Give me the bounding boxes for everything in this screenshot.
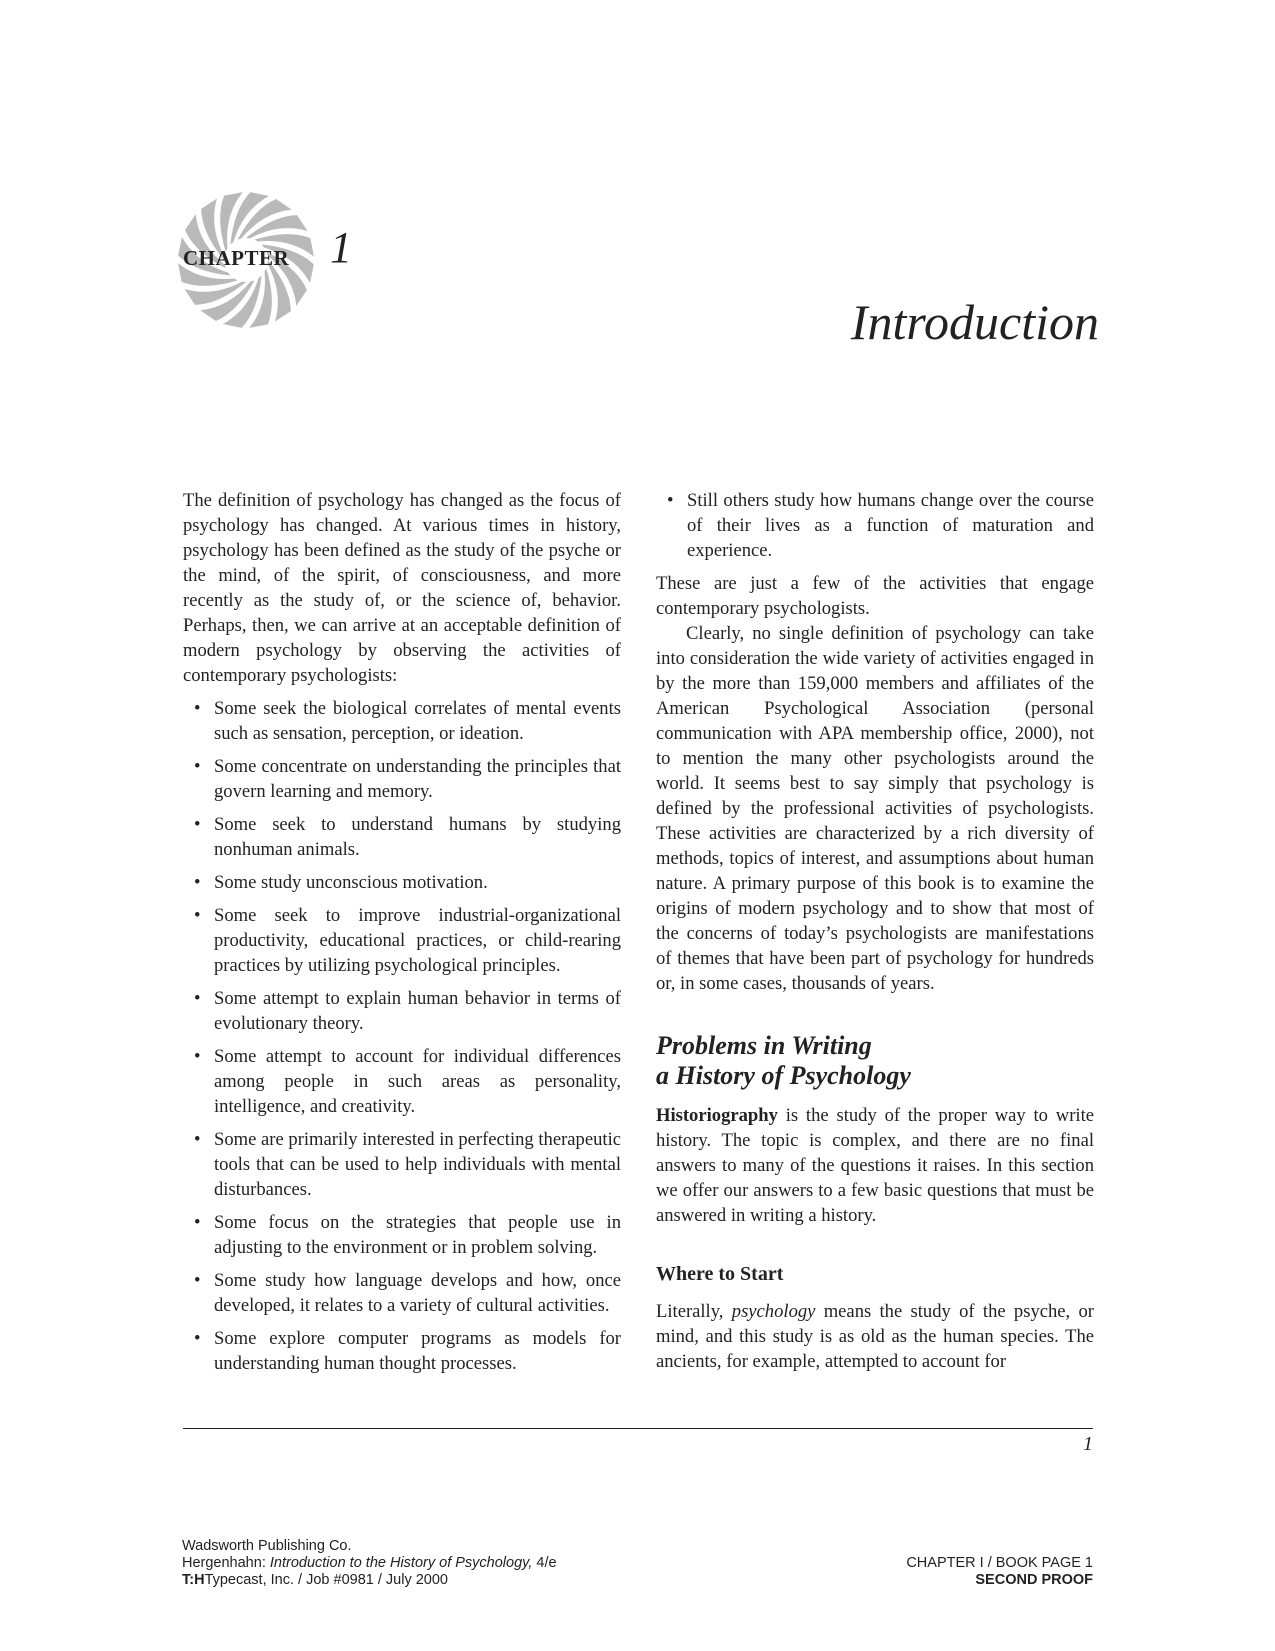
list-item: • Some study unconscious motivation. xyxy=(194,872,488,893)
bullet-icon: • xyxy=(194,756,201,777)
typesetter-logo: T:H xyxy=(182,1572,205,1588)
bullet-icon: • xyxy=(194,905,201,926)
typesetter-line: T:HTypecast, Inc. / Job #0981 / July 2000 xyxy=(182,1572,448,1588)
bullet-icon: • xyxy=(194,1270,201,1291)
activities-list xyxy=(183,696,621,1376)
summary-paragraph: These are just a few of the activities that engage contemporary psychologists. xyxy=(656,573,1094,619)
where-to-start-paragraph: Literally, psychology means the study of the psyche, or mind, and this study is as old as the human species. The ancients, for example, attempted to account for xyxy=(656,1301,1094,1372)
bullet-icon: • xyxy=(194,872,201,893)
list-item: • Some focus on the strategies that people use in adjusting to the environment or in problem solving. xyxy=(194,1212,621,1258)
book-citation: Hergenhahn: Introduction to the History of Psychology, 4/e xyxy=(182,1555,557,1571)
chapter-label: CHAPTER xyxy=(183,246,290,270)
chapter-page-label: CHAPTER I / BOOK PAGE 1 xyxy=(906,1555,1093,1571)
left-column xyxy=(183,488,621,1384)
proof-info xyxy=(906,1555,1093,1589)
bullet-icon: • xyxy=(194,698,201,719)
footer-rule xyxy=(183,1428,1093,1429)
bullet-icon: • xyxy=(194,988,201,1009)
list-item: • Some concentrate on understanding the principles that govern learning and memory. xyxy=(194,756,621,802)
list-item: • Some seek to improve industrial-organizational productivity, educational practices, or child-rearing practices by utilizing psychological principles. xyxy=(194,905,621,976)
bullet-icon: • xyxy=(194,1129,201,1150)
bullet-icon: • xyxy=(667,490,674,511)
publisher-info xyxy=(182,1538,557,1589)
list-item: • Still others study how humans change over the course of their lives as a function of maturation and experience. xyxy=(667,490,1094,561)
page-number: 1 xyxy=(1083,1433,1093,1455)
list-item: • Some study how language develops and how, once developed, it relates to a variety of cultural activities. xyxy=(194,1270,621,1316)
chapter-title: Introduction xyxy=(850,294,1099,350)
activities-list-continued xyxy=(656,488,1094,563)
chapter-number: 1 xyxy=(330,223,352,272)
list-item: • Some seek to understand humans by studying nonhuman animals. xyxy=(194,814,621,860)
bullet-icon: • xyxy=(194,814,201,835)
right-column xyxy=(656,488,1094,1374)
subsection-heading: Where to Start xyxy=(656,1263,784,1285)
publisher-name: Wadsworth Publishing Co. xyxy=(182,1538,352,1554)
historiography-paragraph: Historiography is the study of the proper way to write history. The topic is complex, and there are no final answers to many of the questions it raises. In this section we offer our answers to a few basic questions that must be answered in writing a history. xyxy=(656,1105,1094,1226)
list-item: • Some attempt to account for individual differences among people in such areas as personality, intelligence, and creativity. xyxy=(194,1046,621,1117)
list-item: • Some seek the biological correlates of mental events such as sensation, perception, or ideation. xyxy=(194,698,621,744)
list-item: • Some explore computer programs as models for understanding human thought processes. xyxy=(194,1328,621,1374)
bullet-icon: • xyxy=(194,1328,201,1349)
psychology-term: psychology xyxy=(731,1301,816,1322)
definition-paragraph: Clearly, no single definition of psychology can take into consideration the wide variety of activities engaged in by the more than 159,000 members and affiliates of the American Psychological Association (personal communication with APA membership office, 2000), not to mention the many other psychologists around the world. It seems best to say simply that psychology is defined by the professional activities of psychologists. These activities are characterized by a rich diversity of methods, topics of interest, and assumptions about human nature. A primary purpose of this book is to examine the origins of modern psychology and to show that most of the concerns of today’s psychologists are manifestations of themes that have been part of psychology for hundreds or, in some cases, thousands of years. xyxy=(656,623,1094,994)
list-item: • Some are primarily interested in perfecting therapeutic tools that can be used to help individuals with mental disturbances. xyxy=(194,1129,621,1200)
proof-label: SECOND PROOF xyxy=(975,1572,1093,1588)
bullet-icon: • xyxy=(194,1212,201,1233)
bullet-icon: • xyxy=(194,1046,201,1067)
historiography-term: Historiography xyxy=(656,1105,778,1126)
intro-paragraph: The definition of psychology has changed as the focus of psychology has changed. At various times in history, psychology has been defined as the study of the psyche or the mind, of the spirit, of consciousness, and more recently as the study of, or the science of, behavior. Perhaps, then, we can arrive at an acceptable definition of modern psychology by observing the activities of contemporary psychologists: xyxy=(183,490,621,686)
list-item: • Some attempt to explain human behavior in terms of evolutionary theory. xyxy=(194,988,621,1034)
section-heading: Problems in Writing a History of Psychology xyxy=(656,1031,911,1090)
